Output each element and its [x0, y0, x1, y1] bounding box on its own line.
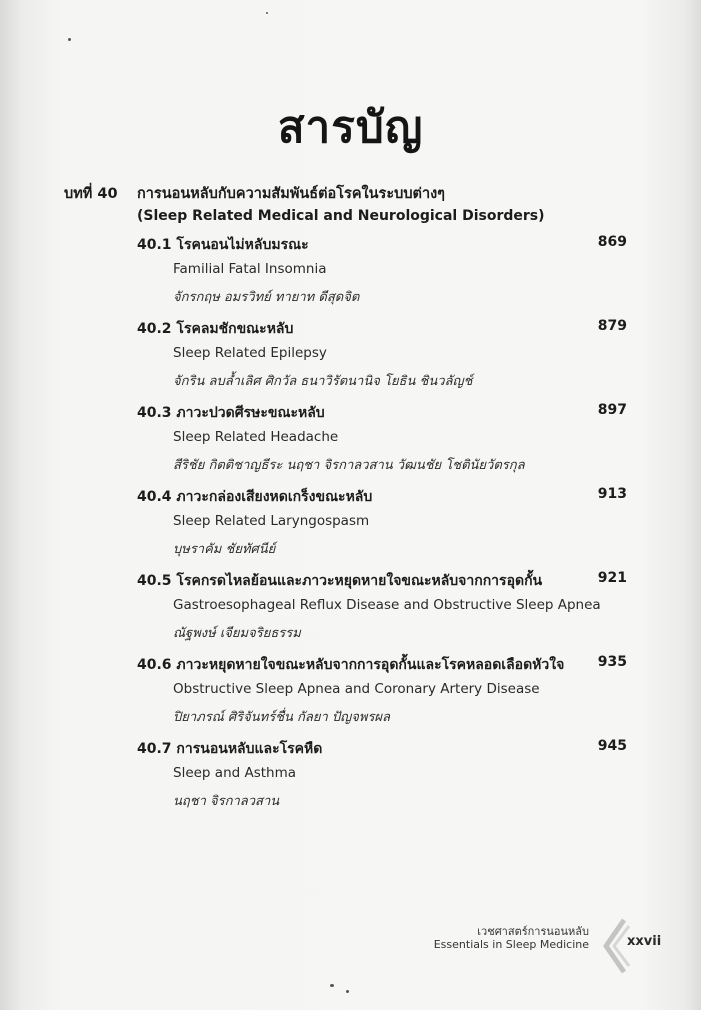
toc-entry[interactable]: [137, 234, 627, 318]
entry-number: 40.6: [137, 657, 172, 673]
page-number: xxvii: [627, 934, 662, 949]
entry-number: 40.2: [137, 321, 172, 337]
entry-heading: [137, 738, 322, 760]
toc-entry[interactable]: [137, 738, 627, 822]
entry-page: 921: [597, 570, 627, 586]
entry-title-en: Sleep Related Laryngospasm: [173, 513, 370, 529]
chapter-title-en: (Sleep Related Medical and Neurological Disorders): [137, 208, 545, 224]
entry-title-th: โรคนอนไม่หลับมรณะ: [176, 237, 309, 253]
entry-page: 879: [597, 318, 627, 334]
entry-page: 935: [597, 654, 627, 670]
entry-title-en: Sleep Related Epilepsy: [173, 345, 327, 361]
toc-entry[interactable]: [137, 318, 627, 402]
entry-heading: [137, 654, 564, 676]
entry-title-th: การนอนหลับและโรคหืด: [176, 741, 323, 757]
toc-entry[interactable]: [137, 486, 627, 570]
toc-entry[interactable]: [137, 654, 627, 738]
scan-speck: [68, 38, 71, 41]
entry-title-th: ภาวะหยุดหายใจขณะหลับจากการอุดกั้นและโรคหลอดเลือดหัวใจ: [176, 657, 565, 673]
entry-number: 40.1: [137, 237, 172, 253]
entry-page: 897: [597, 402, 627, 418]
footer-book-title-th: เวชศาสตร์การนอนหลับ: [477, 925, 589, 938]
page-title: สารบัญ: [277, 102, 424, 153]
entry-number: 40.4: [137, 489, 172, 505]
entry-authors: จักรกฤษ อมรวิทย์ ทายาท ดีสุดจิต: [173, 290, 360, 305]
scan-speck: [330, 984, 334, 987]
entry-title-th: ภาวะกล่องเสียงหดเกร็งขณะหลับ: [176, 489, 373, 505]
footer-book-title-en: Essentials in Sleep Medicine: [433, 938, 589, 951]
entry-authors: จักริน ลบล้ำเลิศ ศิกวัล ธนาวิรัตนานิจ โยธิน ชินวลัญช์: [173, 374, 473, 389]
entry-page: 945: [597, 738, 627, 754]
entry-heading: [137, 570, 542, 592]
entry-title-en: Sleep and Asthma: [173, 765, 297, 781]
entry-title-en: Sleep Related Headache: [173, 429, 339, 445]
entry-authors: นฤชา จิรกาลวสาน: [173, 794, 280, 809]
entry-heading: [137, 318, 293, 340]
toc-entry[interactable]: [137, 402, 627, 486]
entry-title-th: โรคลมชักขณะหลับ: [176, 321, 294, 337]
entry-page: 913: [597, 486, 627, 502]
entry-authors: ณัฐพงษ์ เจียมจริยธรรม: [173, 626, 301, 641]
entry-title-en: Familial Fatal Insomnia: [173, 261, 327, 277]
entry-title-th: ภาวะปวดศีรษะขณะหลับ: [176, 405, 325, 421]
entry-number: 40.3: [137, 405, 172, 421]
entry-number: 40.7: [137, 741, 172, 757]
entry-page: 869: [597, 234, 627, 250]
toc-entry[interactable]: [137, 570, 627, 654]
entry-title-en: Obstructive Sleep Apnea and Coronary Artery Disease: [173, 681, 540, 697]
chevron-left-icon: [600, 916, 630, 976]
scan-speck: [346, 990, 349, 993]
entry-authors: บุษราคัม ชัยทัศนีย์: [173, 542, 276, 557]
entry-authors: ปิยาภรณ์ ศิริจันทร์ชื่น กัลยา ปัญจพรผล: [173, 710, 391, 725]
entry-title-th: โรคกรดไหลย้อนและภาวะหยุดหายใจขณะหลับจากการอุดกั้น: [176, 573, 543, 589]
chapter-title-th: การนอนหลับกับความสัมพันธ์ต่อโรคในระบบต่างๆ: [137, 186, 445, 202]
entry-heading: [137, 486, 372, 508]
entry-title-en: Gastroesophageal Reflux Disease and Obstructive Sleep Apnea: [173, 597, 601, 613]
scan-speck: [266, 12, 268, 14]
entry-number: 40.5: [137, 573, 172, 589]
chapter-label: บทที่ 40: [64, 186, 118, 202]
entry-heading: [137, 234, 309, 256]
entry-heading: [137, 402, 325, 424]
entry-authors: สีริชัย กิตติชาญธีระ นฤชา จิรกาลวสาน วัฒนชัย โชตินัยวัตรกุล: [173, 458, 525, 473]
